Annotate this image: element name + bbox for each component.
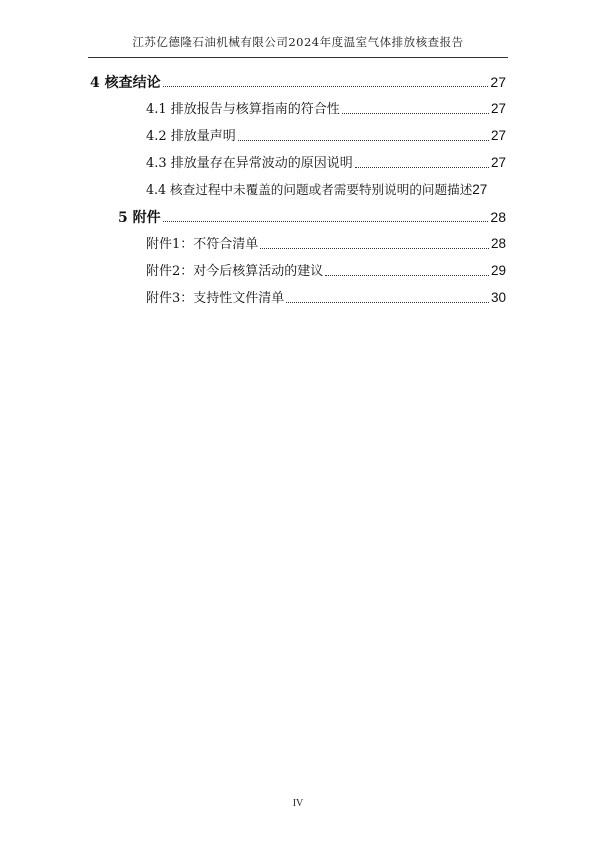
toc-entry-4-3[interactable] (146, 153, 506, 173)
toc-leader-dots (260, 248, 489, 249)
page-number: IV (292, 798, 304, 809)
toc-leader-dots (342, 113, 489, 114)
toc-entry-label: 4.2 排放量声明 (146, 129, 236, 144)
toc-entry-label: 4 核查结论 (90, 75, 161, 91)
toc-entry-page: 29 (490, 263, 506, 278)
toc-leader-dots (238, 140, 489, 141)
toc-entry-label: 附件3：支持性文件清单 (146, 291, 285, 306)
toc-entry-label: 4.4 核查过程中未覆盖的问题或者需要特别说明的问题描述 (146, 182, 473, 197)
toc-entry-appendix-1[interactable] (146, 234, 506, 254)
toc-leader-dots (163, 86, 489, 87)
toc-leader-dots (163, 221, 489, 222)
toc-entry-label: 附件1：不符合清单 (146, 237, 259, 252)
toc-entry-page: 27 (490, 74, 506, 90)
toc-entry-4-4[interactable] (146, 180, 506, 200)
toc-leader-dots (325, 275, 489, 276)
toc-entry-4[interactable] (90, 72, 506, 92)
toc-entry-page: 27 (490, 155, 506, 170)
page-header: 江苏亿德隆石油机械有限公司2024年度温室气体排放核查报告 (132, 35, 464, 49)
toc-entry-page: 27 (490, 128, 506, 143)
toc-leader-dots (355, 167, 489, 168)
toc-entry-label: 5 附件 (118, 210, 161, 226)
toc-entry-page: 28 (490, 236, 506, 251)
toc-entry-appendix-2[interactable] (146, 261, 506, 281)
toc-leader-dots (286, 302, 489, 303)
toc-entry-5[interactable] (118, 207, 506, 227)
toc-entry-label: 4.1 排放报告与核算指南的符合性 (146, 102, 340, 117)
toc-entry-page: 30 (490, 290, 506, 305)
toc-entry-appendix-3[interactable] (146, 288, 506, 308)
toc-entry-page: 28 (490, 209, 506, 225)
toc-entry-label: 附件2：对今后核算活动的建议 (146, 264, 324, 279)
toc-entry-page: 27 (472, 182, 488, 197)
toc-entry-page: 27 (490, 101, 506, 116)
toc-entry-4-1[interactable] (146, 99, 506, 119)
toc-entry-label: 4.3 排放量存在异常波动的原因说明 (146, 156, 353, 171)
toc-entry-4-2[interactable] (146, 126, 506, 146)
